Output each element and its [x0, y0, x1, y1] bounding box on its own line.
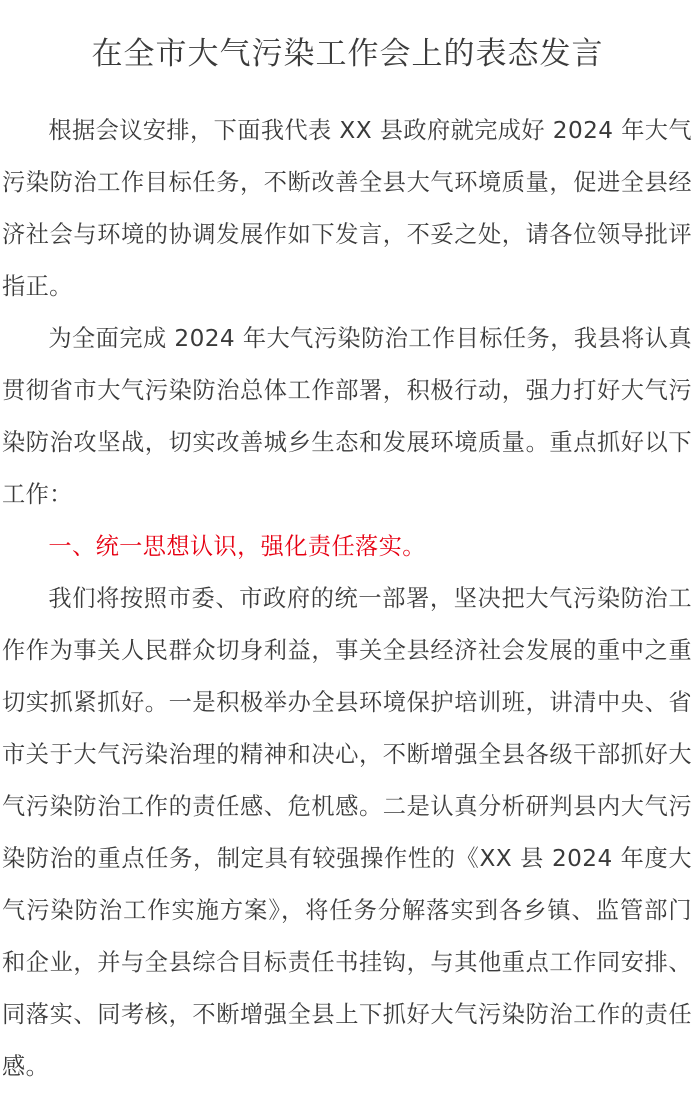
document-title: 在全市大气污染工作会上的表态发言	[91, 36, 604, 72]
document-body	[2, 105, 693, 1093]
paragraph-intro: 根据会议安排，下面我代表 XX 县政府就完成好 2024 年大气污染防治工作目标任务，不断改善全县大气环境质量，促进全县经济社会与环境的协调发展作如下发言，不妥之处，请各位领导批评指正。	[2, 117, 692, 300]
section-heading-1: 一、统一思想认识，强化责任落实。	[48, 533, 426, 560]
paragraph-section-1: 我们将按照市委、市政府的统一部署，坚决把大气污染防治工作作为事关人民群众切身利益，事关全县经济社会发展的重中之重切实抓紧抓好。一是积极举办全县环境保护培训班，讲清中央、省市关于大气污染治理的精神和决心，不断增强全县各级干部抓好大气污染防治工作的责任感、危机感。二是认真分析研判县内大气污染防治的重点任务，制定具有较强操作性的《XX 县 2024 年度大气污染防治工作实施方案》，将任务分解落实到各乡镇、监管部门和企业，并与全县综合目标责任书挂钩，与其他重点工作同安排、同落实、同考核，不断增强全县上下抓好大气污染防治工作的责任感。	[2, 585, 692, 1080]
paragraph-overview: 为全面完成 2024 年大气污染防治工作目标任务，我县将认真贯彻省市大气污染防治总体工作部署，积极行动，强力打好大气污染防治攻坚战，切实改善城乡生态和发展环境质量。重点抓好以下工作：	[2, 325, 692, 508]
